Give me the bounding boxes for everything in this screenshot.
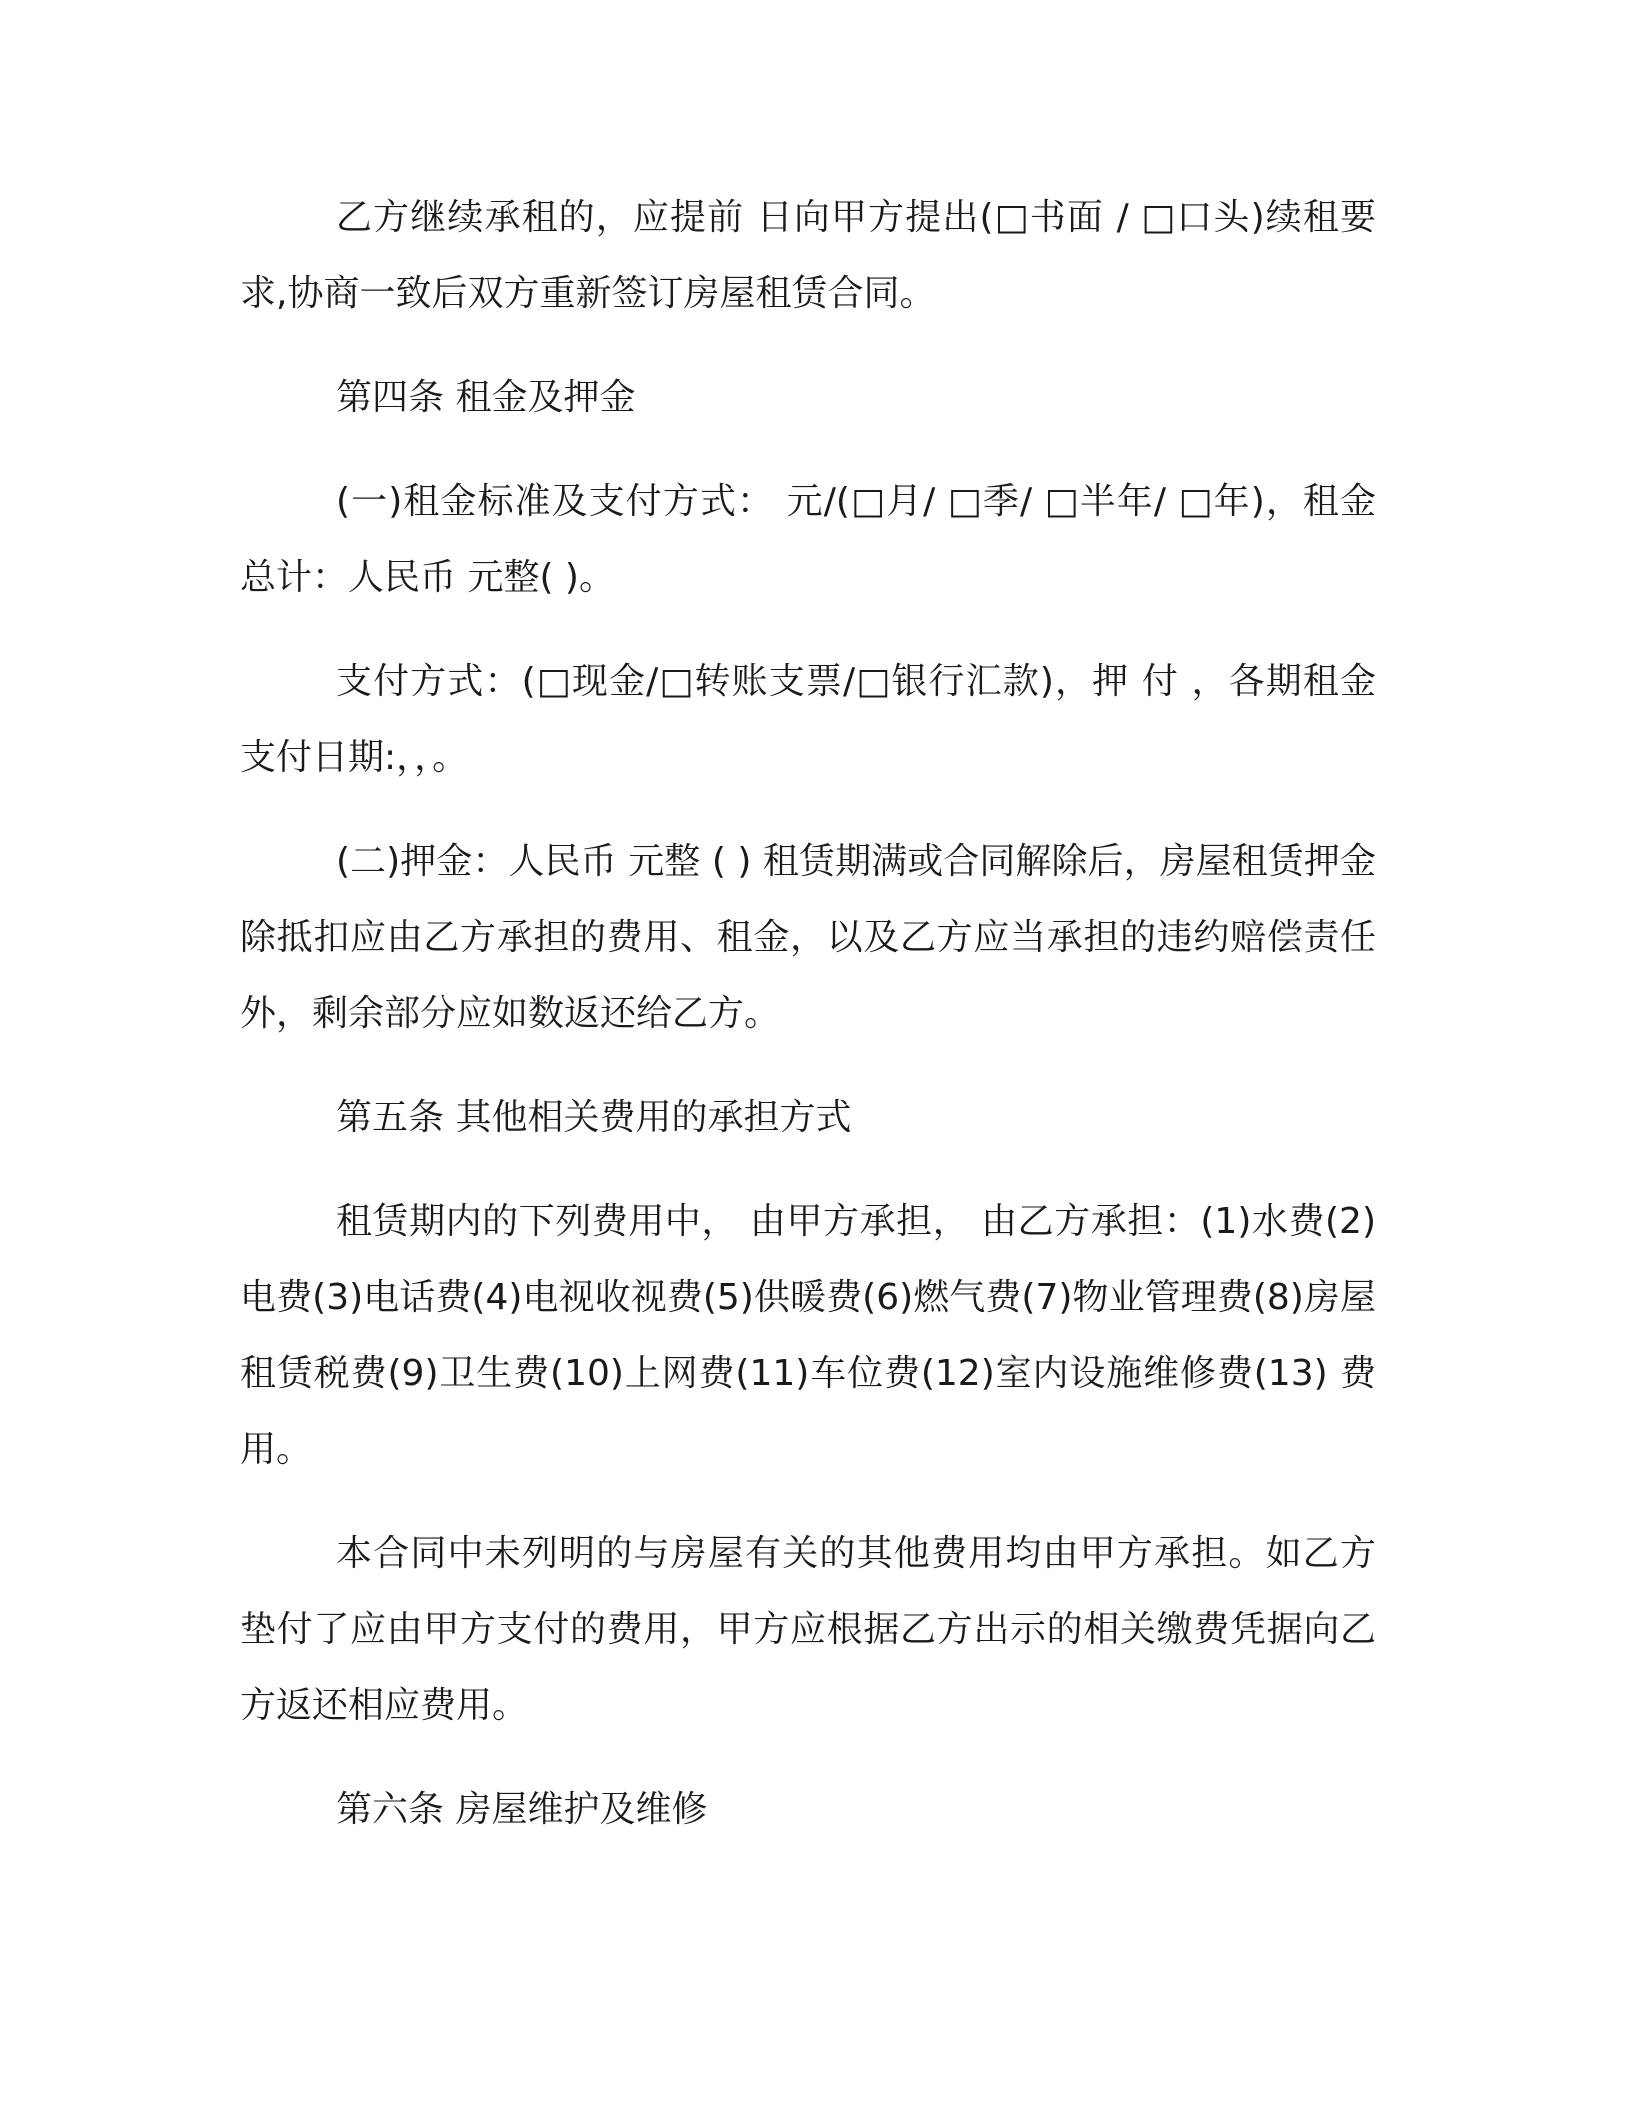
heading-article-5: 第五条 其他相关费用的承担方式 (336, 1097, 852, 1138)
paragraph-fees-list: 租赁期内的下列费用中， 由甲方承担， 由乙方承担：(1)水费(2)电费(3)电话费(4)电视收视费(5)供暖费(6)燃气费(7)物业管理费(8)房屋租赁税费(9)卫生费(10)上网费(11)车位费(12)室内设施维修费(13) 费用。 (240, 1201, 1376, 1470)
heading-article-4: 第四条 租金及押金 (336, 377, 636, 418)
paragraph-other-fees: 本合同中未列明的与房屋有关的其他费用均由甲方承担。如乙方垫付了应由甲方支付的费用，甲方应根据乙方出示的相关缴费凭据向乙方返还相应费用。 (240, 1533, 1376, 1726)
paragraph-renewal: 乙方继续承租的，应提前 日向甲方提出(□书面 / □口头)续租要求,协商一致后双方重新签订房屋租赁合同。 (240, 197, 1376, 314)
paragraph-rent-standard: (一)租金标准及支付方式： 元/(□月/ □季/ □半年/ □年)，租金总计：人民币 元整( )。 (240, 481, 1376, 598)
paragraph-deposit: (二)押金：人民币 元整 ( ) 租赁期满或合同解除后，房屋租赁押金除抵扣应由乙方承担的费用、租金，以及乙方应当承担的违约赔偿责任外，剩余部分应如数返还给乙方。 (240, 841, 1376, 1034)
heading-article-6: 第六条 房屋维护及维修 (336, 1789, 708, 1830)
document-page (240, 180, 1376, 1876)
paragraph-payment-method: 支付方式：(□现金/□转账支票/□银行汇款)，押 付 ，各期租金支付日期:，，。 (240, 661, 1376, 778)
